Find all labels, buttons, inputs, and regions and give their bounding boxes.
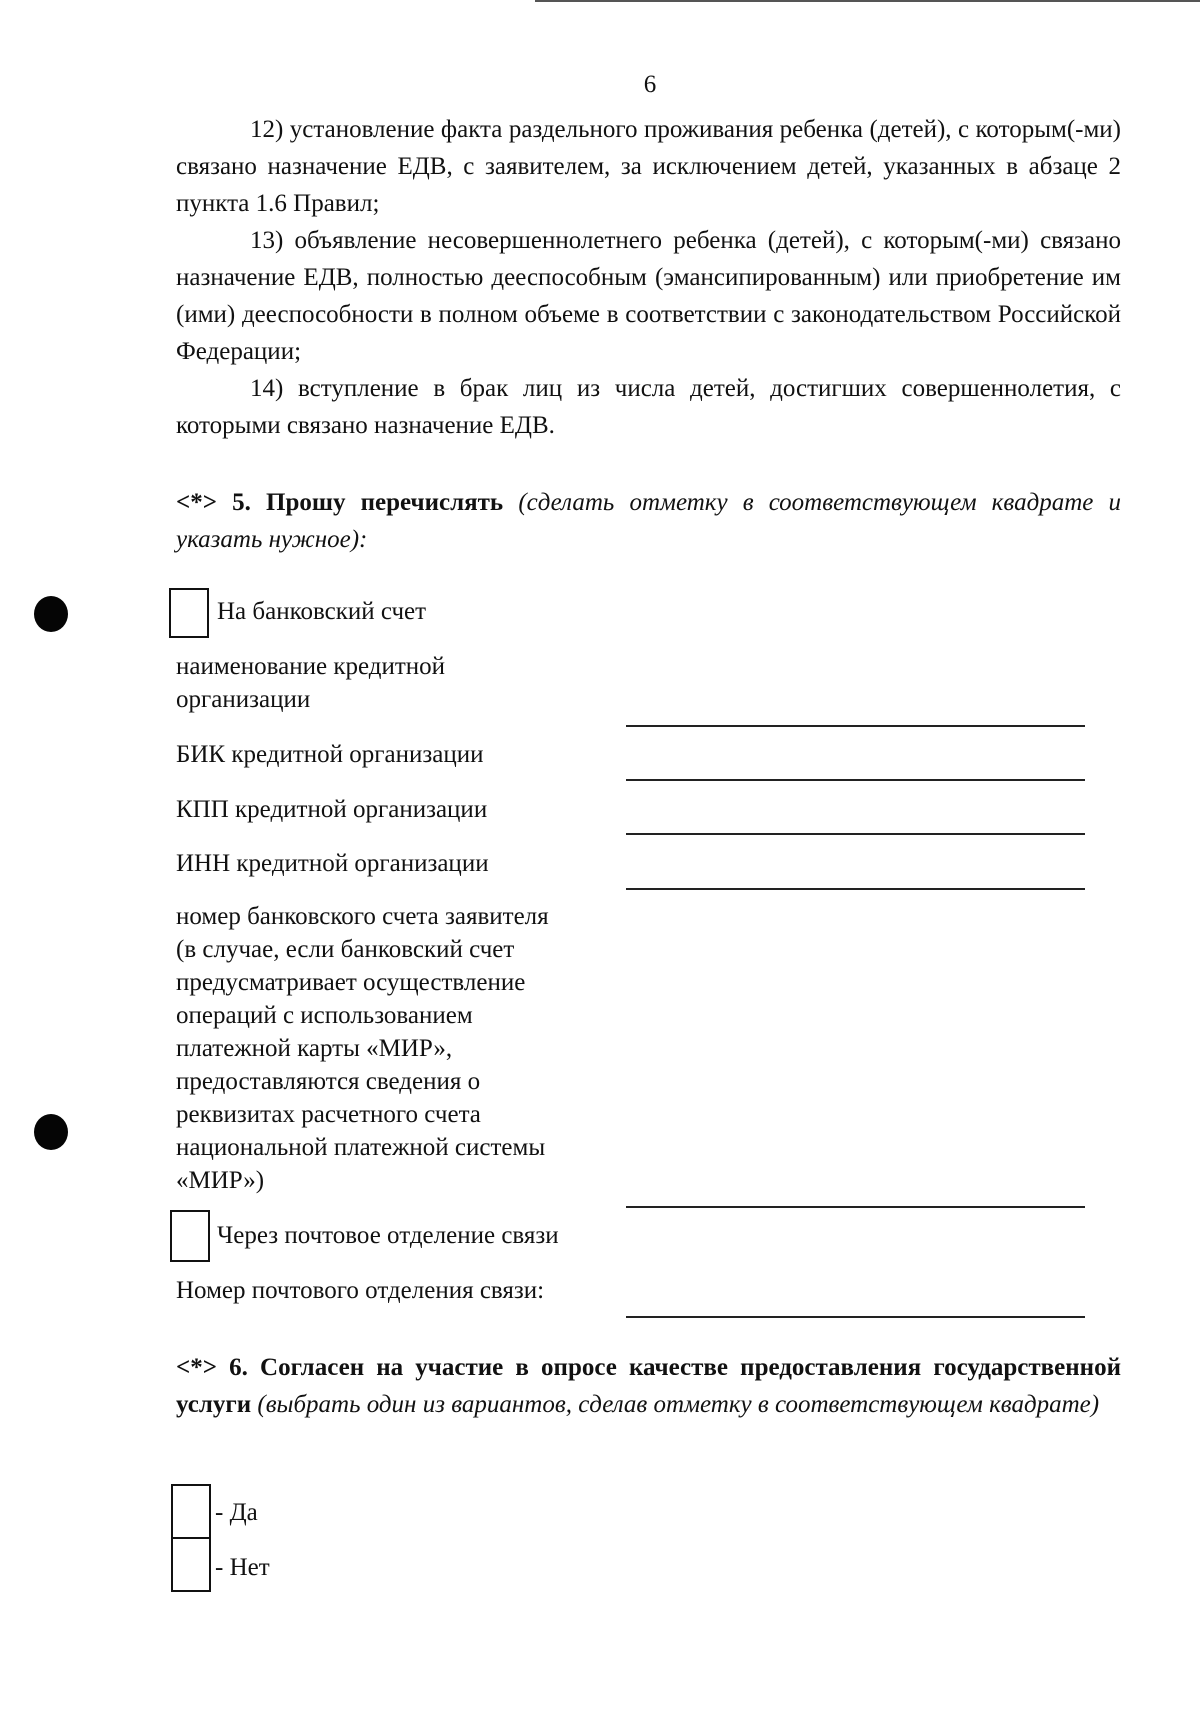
bik-field[interactable] — [626, 779, 1085, 781]
post-office-number-field[interactable] — [626, 1316, 1085, 1318]
account-number-label-line: номер банковского счета заявителя — [176, 903, 549, 930]
account-number-label-line: (в случае, если банковский счет — [176, 936, 515, 963]
account-number-label — [176, 900, 549, 1197]
kpp-label: КПП кредитной организации — [176, 796, 488, 823]
section-6-instruction: (выбрать один из вариантов, сделав отметку в соответствующем квадрате) — [257, 1391, 1100, 1418]
survey-no-checkbox[interactable] — [171, 1537, 211, 1592]
account-number-label-line: платежной карты «МИР», — [176, 1035, 453, 1062]
section-6-heading — [176, 1349, 1121, 1423]
bik-label: БИК кредитной организации — [176, 741, 484, 768]
section-5-heading — [176, 484, 1121, 558]
numbered-items — [176, 111, 1121, 444]
account-number-label-line: предоставляются сведения о — [176, 1068, 481, 1095]
item-13: 13) объявление несовершеннолетнего ребенка (детей), с которым(-ми) связано назначение ЕДВ, полностью дееспособным (эмансипированным) или приобретение им (ими) дееспособности в полном объеме в соответствии с законодательством Российской Федерации; — [176, 227, 1121, 365]
top-edge-rule — [535, 0, 1200, 2]
item-12: 12) установление факта раздельного проживания ребенка (детей), с которым(-ми) связано назначение ЕДВ, с заявителем, за исключением детей, указанных в абзаце 2 пункта 1.6 Правил; — [176, 116, 1121, 217]
account-number-label-line: операций с использованием — [176, 1002, 473, 1029]
survey-yes-label: - Да — [215, 1499, 258, 1526]
account-number-label-line: предусматривает осуществление — [176, 969, 526, 996]
punch-hole-mark — [34, 1114, 68, 1150]
credit-org-name-field[interactable] — [626, 725, 1085, 727]
credit-org-name-label-cont: организации — [176, 686, 311, 713]
item-14: 14) вступление в брак лиц из числа детей, достигших совершеннолетия, с которыми связано назначение ЕДВ. — [176, 375, 1121, 439]
account-number-label-line: национальной платежной системы — [176, 1134, 546, 1161]
account-number-label-line: «МИР») — [176, 1167, 265, 1194]
punch-hole-mark — [34, 596, 68, 632]
post-office-checkbox[interactable] — [170, 1210, 210, 1262]
survey-yes-checkbox[interactable] — [171, 1484, 211, 1539]
inn-label: ИНН кредитной организации — [176, 850, 489, 877]
account-number-label-line: реквизитах расчетного счета — [176, 1101, 481, 1128]
section-6-title: <*> 6. Согласен на участие в опросе качестве предоставления государственной услуги — [176, 1354, 1121, 1418]
section-5-instruction: (сделать отметку в соответствующем квадрате и указать нужное): — [176, 489, 1122, 553]
survey-no-label: - Нет — [215, 1554, 270, 1581]
bank-account-checkbox[interactable] — [169, 588, 209, 638]
credit-org-name-label: наименование кредитной — [176, 653, 446, 680]
post-office-number-label: Номер почтового отделения связи: — [176, 1277, 545, 1304]
section-5-title: <*> 5. Прошу перечислять — [176, 489, 504, 516]
account-number-field[interactable] — [626, 1206, 1085, 1208]
page-number: 6 — [643, 71, 657, 98]
kpp-field[interactable] — [626, 833, 1085, 835]
inn-field[interactable] — [626, 888, 1085, 890]
bank-account-option-label: На банковский счет — [217, 598, 427, 625]
post-office-option-label: Через почтовое отделение связи — [217, 1222, 559, 1249]
